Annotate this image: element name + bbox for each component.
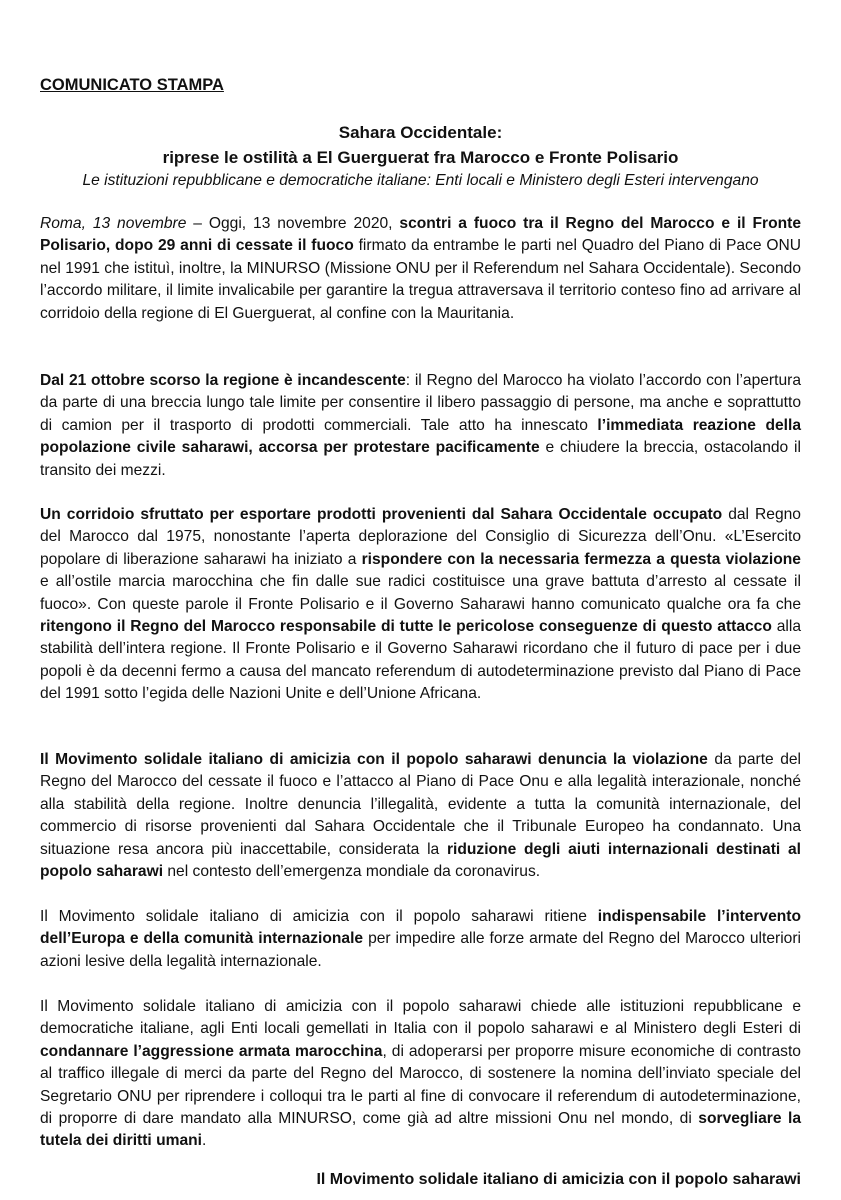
bold-text: condannare l’aggressione armata marocchina bbox=[40, 1042, 383, 1060]
bold-text: Il Movimento solidale italiano di amicizia con il popolo saharawi denuncia la violazione bbox=[40, 751, 708, 768]
text-segment: Il Movimento solidale italiano di amicizia con il popolo saharawi ritiene bbox=[40, 908, 598, 925]
paragraph-6 bbox=[40, 996, 801, 1153]
bold-text: riduzione degli aiuti internazionali destinati al popolo saharawi bbox=[40, 840, 801, 881]
bold-text: ritengono il Regno del Marocco responsabile di tutte le pericolose conseguenze di questo attacco bbox=[40, 618, 772, 636]
paragraph-3 bbox=[40, 504, 801, 706]
text-segment: e chiudere la breccia, ostacolando il transito dei mezzi. bbox=[40, 439, 801, 479]
title-line-1: Sahara Occidentale: bbox=[338, 123, 503, 142]
bold-text: Un corridoio sfruttato per esportare prodotti provenienti dal Sahara Occidentale occupato bbox=[40, 506, 723, 523]
text-segment: : il Regno del Marocco ha violato l’accordo con l’apertura da parte di una breccia lungo tale limite per consentire il libero passaggio di persone, ma anche e soprattutto di camion per il trasporto di prodotti commerciali. Tale atto ha innescato bbox=[40, 372, 801, 434]
paragraph-2 bbox=[40, 370, 801, 482]
signature: Il Movimento solidale italiano di amicizia con il popolo saharawi bbox=[316, 1171, 801, 1188]
paragraph-1 bbox=[40, 213, 801, 325]
italic-text: Roma, 13 novembre bbox=[40, 215, 187, 232]
title-block bbox=[40, 120, 801, 192]
subtitle: Le istituzioni repubblicane e democratiche italiane: Enti locali e Ministero degli Esteri intervengano bbox=[82, 172, 759, 189]
text-segment: alla stabilità dell’intera regione. Il Fronte Polisario e il Governo Saharawi ricordano che il futuro di pace per i due popoli è da decenni fermo a causa del mancato referendum di autodeterminazione previsto dal Piano di Pace del 1991 sotto l’egida delle Nazioni Unite e dell’Unione Africana. bbox=[40, 618, 801, 703]
bold-text: l’immediata reazione della popolazione civile saharawi, accorsa per protestare pacificamente bbox=[40, 416, 801, 457]
bold-text: sorvegliare la tutela dei diritti umani bbox=[40, 1110, 801, 1150]
text-segment: . bbox=[202, 1132, 207, 1150]
title-line-2: riprese le ostilità a El Guerguerat fra Marocco e Fronte Polisario bbox=[162, 148, 679, 167]
text-segment: nel contesto dell’emergenza mondiale da coronavirus. bbox=[163, 863, 541, 881]
text-segment: per impedire alle forze armate del Regno del Marocco ulteriori azioni lesive della legalità internazionale. bbox=[40, 930, 801, 970]
text-segment: da parte del Regno del Marocco del cessate il fuoco e l’attacco al Piano di Pace Onu e alla legalità interazionale, nonché alla stabilità della regione. Inoltre denuncia l’illegalità, evidente a tutta la comunità internazionale, del commercio di risorse provenienti dal Sahara Occidentale che il Tribunale Europeo ha condannato. Una situazione resa ancora più inaccettabile, considerata la bbox=[40, 751, 801, 858]
bold-text: rispondere con la necessaria fermezza a questa violazione bbox=[361, 550, 801, 568]
bold-text: scontri a fuoco tra il Regno del Marocco e il Fronte Polisario, dopo 29 anni di cessate il fuoco bbox=[40, 215, 802, 255]
text-segment: , di adoperarsi per proporre misure economiche di contrasto al traffico illegale di merci da parte del Regno del Marocco, di sostenere la nomina dell’inviato speciale del Segretario ONU per riprendere i colloqui tra le parti al fine di convocare il referendum di autodeterminazione, di proporre di dare mandato alla MINURSO, come già ad altre missioni Onu nel mondo, di bbox=[40, 1042, 801, 1128]
text-segment: firmato da entrambe le parti nel Quadro del Piano di Pace ONU nel 1991 che istituì, inoltre, la MINURSO (Missione ONU per il Referendum nel Sahara Occidentale). Secondo l’accordo militare, il limite invalicabile per garantire la tregua attraversava il territorio conteso fino ad arrivare al corridoio della regione di El Guerguerat, al confine con la Mauritania. bbox=[40, 237, 801, 322]
text-segment: – Oggi, 13 novembre 2020, bbox=[186, 215, 400, 232]
bold-text: Dal 21 ottobre scorso la regione è incandescente bbox=[40, 372, 406, 389]
text-segment: e all’ostile marcia marocchina che fin dalle sue radici costituisce una grave battuta d’arresto al cessate il fuoco». Con queste parole il Fronte Polisario e il Governo Saharawi hanno comunicato qualche ora fa che bbox=[40, 573, 801, 613]
bold-text: indispensabile l’intervento dell’Europa e della comunità internazionale bbox=[40, 908, 801, 948]
text-segment: dal Regno del Marocco dal 1975, nonostante l’aperta deplorazione del Consiglio di Sicurezza dell’Onu. «L’Esercito popolare di liberazione saharawi ha iniziato a bbox=[40, 506, 801, 568]
text-segment: Il Movimento solidale italiano di amicizia con il popolo saharawi chiede alle istituzioni repubblicane e democratiche italiane, agli Enti locali gemellati in Italia con il popolo saharawi e al Ministero degli Esteri di bbox=[40, 998, 801, 1038]
paragraph-4 bbox=[40, 749, 801, 883]
document-type-heading: COMUNICATO STAMPA bbox=[40, 76, 224, 94]
paragraph-5 bbox=[40, 906, 801, 973]
